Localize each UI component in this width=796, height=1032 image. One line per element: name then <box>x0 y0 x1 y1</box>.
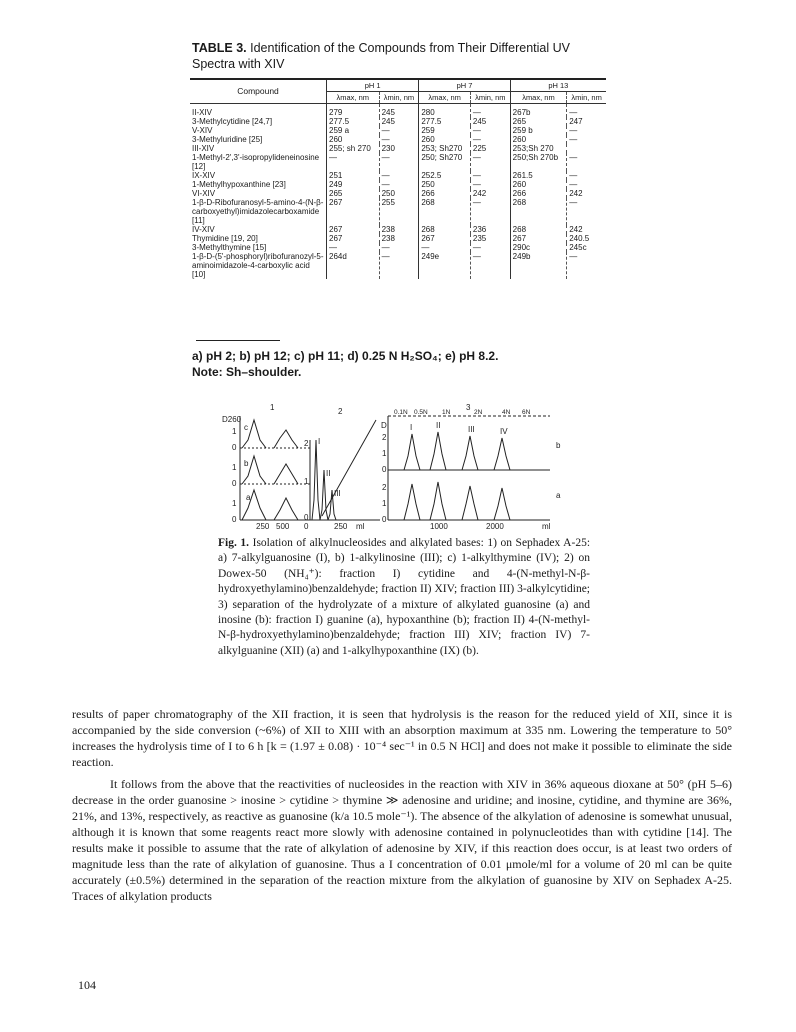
p3-tick-3: 0 <box>382 465 387 474</box>
paragraph-1: results of paper chromatography of the XII fraction, it is seen that hydrolysis is the reason for the reduced yield of XII, since it is accompanied by the side conversion (~6%) of XII to XIII with an absorption maximum at 335 nm. Lowering the temperature to 50° increases the hydrolysis time of I to 6 h [k = (1.97 ± 0.08) · 10⁻⁴ sec⁻¹ in 0.5 N HCl] and does not make it possible to eliminate the side reaction. <box>72 707 732 769</box>
group-ph7: pH 7 <box>419 79 510 92</box>
page-number: 104 <box>78 978 96 992</box>
value-cell: 251 <box>327 171 380 180</box>
table-row <box>190 180 606 189</box>
value-cell: — <box>327 243 380 252</box>
value-cell: 247 <box>567 117 606 126</box>
sub-min-3: λmin, nm <box>567 92 606 104</box>
p3-b-peak-i <box>404 434 420 470</box>
figure-labels <box>222 403 561 530</box>
p1-x-tick-3: 0 <box>304 522 309 530</box>
p1-tick-5: 1 <box>232 499 237 508</box>
p3-peak-label-i: I <box>410 423 413 432</box>
p3-peak-label-iii: III <box>468 425 475 434</box>
value-cell: 265 <box>327 189 380 198</box>
p3-tick-2: 1 <box>382 449 387 458</box>
table-bottom-rule <box>196 340 280 341</box>
value-cell: 255; sh 270 <box>327 144 380 153</box>
value-cell: 250;Sh 270b <box>510 153 567 171</box>
panel-2-label: 2 <box>338 407 343 416</box>
p3-corner-label: D <box>381 421 387 430</box>
compound-cell: IX-XIV <box>192 171 216 180</box>
compound-cell: II-XIV <box>192 108 213 117</box>
value-cell: — <box>379 126 419 135</box>
value-cell: 236 <box>470 225 510 234</box>
p3-a-peak-iv <box>494 488 510 520</box>
value-cell: 266 <box>419 189 471 198</box>
panel-2 <box>310 420 380 520</box>
p3-x-tick-3: ml <box>542 522 551 530</box>
table-row <box>190 171 606 180</box>
value-cell: 238 <box>379 234 419 243</box>
value-cell: 267 <box>327 198 380 225</box>
compound-cell: III-XIV <box>192 144 215 153</box>
compound-cell: 1-Methylhypoxanthine [23] <box>192 180 286 189</box>
value-cell: 267 <box>419 234 471 243</box>
sub-max-3: λmax, nm <box>510 92 567 104</box>
value-cell: 259 b <box>510 126 567 135</box>
p1-tick-3: 1 <box>232 463 237 472</box>
paragraph-2: It follows from the above that the reactivities of nucleosides in the reaction with XIV in 36% aqueous dioxane at 50° (pH 5–6) decrease in the order guanosine > inosine > cytidine > thymine ≫ adenosine and uridine; and inosine, cytidine, and thymine are 36%, 21%, and 13%, respectively, as reactive as guanosine (k/a 10.5 mole⁻¹). The absence of the alkylation of adenosine is somewhat unusual, although it is known that some reagents react more slowly with adenosine contained in polynucleotides than with cytidine [14]. The results make it possible to assume that the rate of alkylation of adenosine by XIV, if this reaction does occur, is at least two orders of magnitude less than the rate of alkylation of guanosine. Thus a I concentration of 0.01 μmole/ml for a volume of 20 ml can be quite accurately (±0.5%) determined in the separation of the reaction mixture from the alkylation of guanosine by XIV on Sephadex A-25. Traces of alkylation products <box>72 777 732 903</box>
p1-tick-1: 1 <box>232 427 237 436</box>
table-group-header <box>190 79 606 92</box>
p2-peak-i <box>312 440 320 520</box>
figure-caption-text: Isolation of alkylnucleosides and alkylated bases: 1) on Sephadex A-25: a) 7-alkylguanosine (I), b) 1-alkylinosine (III); c) 1-alkylthymine (IV); 2) on Dowex-50 (NH₄⁺): fraction I) cytidine and 4-(N-methyl-N-β-hydroxyethylamino)benzaldehyde; fraction II) XIV; fraction III) 3-alkylcytidine; 3) separation of the hydrolyzate of a mixture of alkylated guanosine (a) and inosine (b): fraction I) guanine (a), hypoxanthine (b); fraction II) 4-(N-methyl-N-β-hydroxyethylamino)benzaldehyde; fraction III) XIV; fraction IV) 7-alkylguanine (XII) (a) and 1-alkylhypoxanthine (IX) (b). <box>218 537 591 657</box>
table-row <box>190 243 606 252</box>
p1-curve-b: b <box>244 459 249 468</box>
p2-tick-3: 0 <box>304 513 309 522</box>
p3-row-label-b: b <box>556 441 561 450</box>
p2-tick-1: 2 <box>304 439 309 448</box>
compound-cell: 3-Methylthymine [15] <box>192 243 267 252</box>
p3-top-label-6: 6N <box>522 409 531 416</box>
group-ph1: pH 1 <box>327 79 419 92</box>
group-ph13: pH 13 <box>510 79 606 92</box>
table-row <box>190 234 606 243</box>
p1-peak-a2 <box>274 498 298 520</box>
value-cell: 265 <box>510 117 567 126</box>
table-row <box>190 252 606 279</box>
value-cell: — <box>567 126 606 135</box>
table-label: TABLE 3. <box>192 41 247 55</box>
value-cell: — <box>470 171 510 180</box>
value-cell: — <box>419 243 471 252</box>
value-cell: — <box>470 126 510 135</box>
y-axis-label: D260 <box>222 415 242 424</box>
p3-tick-5: 1 <box>382 499 387 508</box>
value-cell: — <box>470 153 510 171</box>
compound-cell: IV-XIV <box>192 225 215 234</box>
value-cell: 267 <box>327 225 380 234</box>
value-cell: — <box>379 252 419 279</box>
value-cell: — <box>567 180 606 189</box>
value-cell: 249e <box>419 252 471 279</box>
value-cell: 266 <box>510 189 567 198</box>
sub-max-1: λmax, nm <box>327 92 380 104</box>
sub-min-2: λmin, nm <box>470 92 510 104</box>
p2-gradient-line <box>322 420 376 516</box>
table-row <box>190 198 606 225</box>
value-cell: 267 <box>327 234 380 243</box>
p2-peak-label-iii: III <box>334 489 341 498</box>
value-cell: 264d <box>327 252 380 279</box>
figure-1 <box>218 400 578 530</box>
value-cell: 277.5 <box>327 117 380 126</box>
compound-cell: 3-Methyluridine [25] <box>192 135 263 144</box>
value-cell: 242 <box>470 189 510 198</box>
value-cell: 267 <box>510 234 567 243</box>
value-cell: 268 <box>510 198 567 225</box>
table-row <box>190 189 606 198</box>
uv-spectra-table <box>190 78 606 279</box>
table-row <box>190 135 606 144</box>
value-cell: 235 <box>470 234 510 243</box>
value-cell: 252.5 <box>419 171 471 180</box>
value-cell: — <box>567 104 606 118</box>
value-cell: 249b <box>510 252 567 279</box>
value-cell: 290c <box>510 243 567 252</box>
p3-tick-4: 2 <box>382 483 387 492</box>
value-cell: 245 <box>470 117 510 126</box>
figure-caption <box>218 536 590 659</box>
table-caption <box>192 40 612 72</box>
value-cell: — <box>567 171 606 180</box>
table-row <box>190 117 606 126</box>
value-cell: — <box>470 243 510 252</box>
value-cell: 225 <box>470 144 510 153</box>
value-cell: 260 <box>510 180 567 189</box>
table-body <box>190 104 606 280</box>
value-cell: 253; Sh270 <box>419 144 471 153</box>
value-cell <box>567 144 606 153</box>
p3-top-label-1: 0.1N <box>394 409 408 416</box>
table-row <box>190 104 606 118</box>
value-cell: 255 <box>379 198 419 225</box>
value-cell: — <box>567 198 606 225</box>
p3-b-peak-iii <box>462 436 478 470</box>
table-row <box>190 225 606 234</box>
value-cell: 238 <box>379 225 419 234</box>
value-cell: — <box>470 180 510 189</box>
p3-x-tick-1: 1000 <box>430 522 448 530</box>
p2-peak-label-i: I <box>318 437 321 446</box>
compound-cell: 3-Methylcytidine [24,7] <box>192 117 273 126</box>
value-cell: 260 <box>327 135 380 144</box>
value-cell: 250 <box>379 189 419 198</box>
col-compound: Compound <box>190 79 327 104</box>
table-footnote: a) pH 2; b) pH 12; c) pH 11; d) 0.25 N H₂SO₄; e) pH 8.2. <box>192 349 499 363</box>
compound-cell: 1-β-D-(5'-phosphoryl)ribofuranozyl-5-aminoimidazole-4-carboxylic acid [10] <box>192 252 324 279</box>
p3-a-peak-i <box>404 484 420 520</box>
panel-3-label: 3 <box>466 403 471 412</box>
value-cell: — <box>470 135 510 144</box>
table-note: Note: Sh–shoulder. <box>192 365 302 379</box>
value-cell: 259 a <box>327 126 380 135</box>
table-footnotes <box>192 348 498 380</box>
p3-row-label-a: a <box>556 491 561 500</box>
value-cell: — <box>379 180 419 189</box>
p3-x-tick-2: 2000 <box>486 522 504 530</box>
value-cell: 268 <box>510 225 567 234</box>
value-cell: — <box>379 153 419 171</box>
value-cell: 245 <box>379 117 419 126</box>
value-cell: 245c <box>567 243 606 252</box>
p3-tick-1: 2 <box>382 433 387 442</box>
value-cell: — <box>470 198 510 225</box>
panel-1-label: 1 <box>270 403 275 412</box>
value-cell: 242 <box>567 189 606 198</box>
value-cell: — <box>379 171 419 180</box>
value-cell: 240.5 <box>567 234 606 243</box>
compound-cell: VI-XIV <box>192 189 216 198</box>
p3-b-peak-iv <box>494 438 510 470</box>
figure-label: Fig. 1. <box>218 537 250 549</box>
p2-x-tick-2: ml <box>356 522 365 530</box>
table-title: Identification of the Compounds from Their Differential UV Spectra with XIV <box>192 41 570 71</box>
p1-peak-c2 <box>274 430 298 448</box>
p3-peak-label-iv: IV <box>500 427 508 436</box>
table-row <box>190 144 606 153</box>
p1-tick-6: 0 <box>232 515 237 524</box>
p1-peak-b2 <box>274 464 298 484</box>
value-cell: 277.5 <box>419 117 471 126</box>
p2-peak-label-ii: II <box>326 469 331 478</box>
p2-x-tick-1: 250 <box>334 522 348 530</box>
p3-tick-6: 0 <box>382 515 387 524</box>
value-cell: 267b <box>510 104 567 118</box>
p3-top-label-4: 2N <box>474 409 483 416</box>
value-cell: 230 <box>379 144 419 153</box>
value-cell: 260 <box>419 135 471 144</box>
p2-tick-2: 1 <box>304 477 309 486</box>
p1-x-tick-2: 500 <box>276 522 290 530</box>
p1-curve-c: c <box>244 423 248 432</box>
value-cell: 268 <box>419 198 471 225</box>
p3-peak-label-ii: II <box>436 421 441 430</box>
panel-1 <box>240 416 310 520</box>
p3-top-label-2: 0.5N <box>414 409 428 416</box>
value-cell: — <box>567 252 606 279</box>
value-cell: — <box>567 135 606 144</box>
compound-cell: V-XIV <box>192 126 213 135</box>
value-cell: 242 <box>567 225 606 234</box>
p3-top-label-3: 1N <box>442 409 451 416</box>
p3-b-peak-ii <box>430 432 446 470</box>
p3-a-peak-iii <box>462 486 478 520</box>
value-cell: 261.5 <box>510 171 567 180</box>
table-row <box>190 126 606 135</box>
value-cell: — <box>379 243 419 252</box>
value-cell: 260 <box>510 135 567 144</box>
table-row <box>190 153 606 171</box>
p1-tick-2: 0 <box>232 443 237 452</box>
value-cell: — <box>470 104 510 118</box>
value-cell: — <box>567 153 606 171</box>
sub-max-2: λmax, nm <box>419 92 471 104</box>
p1-tick-4: 0 <box>232 479 237 488</box>
compound-cell: 1-Methyl-2',3'-isopropylideneinosine [12] <box>192 153 320 171</box>
value-cell: 259 <box>419 126 471 135</box>
value-cell: — <box>470 252 510 279</box>
value-cell: 249 <box>327 180 380 189</box>
compound-cell: 1-β-D-Ribofuranosyl-5-amino-4-(N-β-carboxyethyl)imidazolecarboxamide [11] <box>192 198 324 225</box>
compound-cell: Thymidine [19, 20] <box>192 234 258 243</box>
p3-top-label-5: 4N <box>502 409 511 416</box>
value-cell: 253;Sh 270 <box>510 144 567 153</box>
value-cell: 245 <box>379 104 419 118</box>
p1-curve-a: a <box>246 493 251 502</box>
value-cell: — <box>379 135 419 144</box>
sub-min-1: λmin, nm <box>379 92 419 104</box>
value-cell: 250; Sh270 <box>419 153 471 171</box>
value-cell: 268 <box>419 225 471 234</box>
p1-x-tick-1: 250 <box>256 522 270 530</box>
value-cell: — <box>327 153 380 171</box>
value-cell: 280 <box>419 104 471 118</box>
value-cell: 250 <box>419 180 471 189</box>
value-cell: 279 <box>327 104 380 118</box>
p3-a-peak-ii <box>430 482 446 520</box>
